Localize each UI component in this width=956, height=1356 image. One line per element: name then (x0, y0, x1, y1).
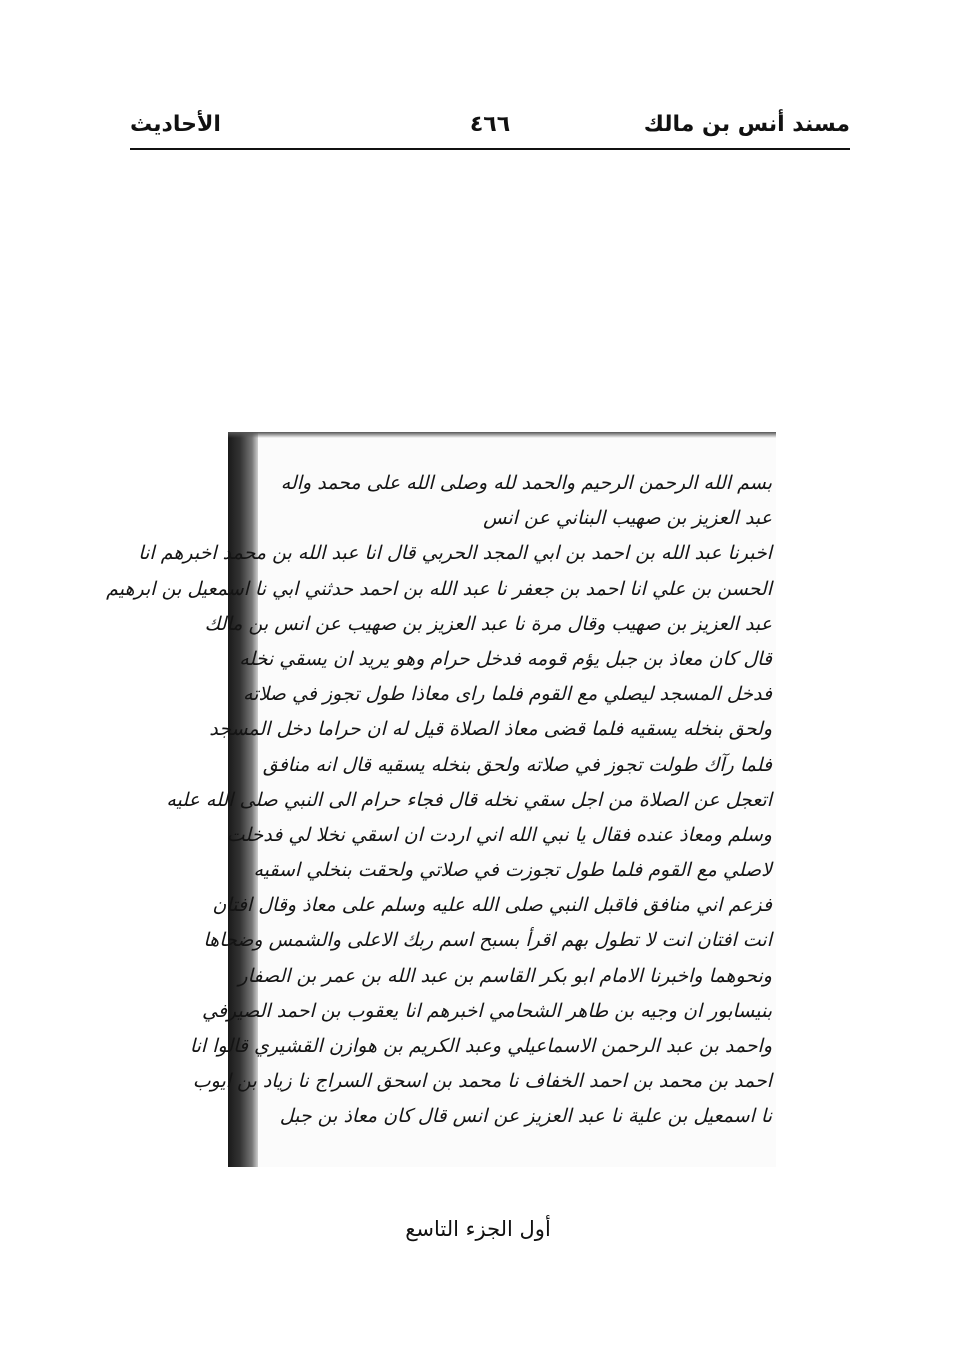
manuscript-image (106, 432, 776, 1167)
manuscript-line: وسلم ومعاذ عنده فقال يا نبي الله اني اردت ان اسقي نخلا لي فدخلت (226, 823, 772, 846)
manuscript-line: بسم الله الرحمن الرحيم والحمد لله وصلى الله على محمد واله (280, 472, 772, 494)
manuscript-line: فلما رآك طولت تجوز في صلاته ولحق بنخله يسقيه قال انه منافق (262, 753, 772, 776)
manuscript-line: ونحوهما واخبرنا الامام ابو بكر القاسم بن عبد الله بن عمر بن الصفار (238, 964, 772, 987)
manuscript-line: قال كان معاذ بن جبل يؤم قومه فدخل حرام وهو يريد ان يسقي نخله (239, 647, 772, 670)
manuscript-line: احمد بن محمد بن احمد الخفاف نا محمد بن اسحق السراج نا زياد بن ايوب (192, 1070, 772, 1093)
manuscript-line: الحسن بن علي انا احمد بن جعفر نا عبد الله بن احمد حدثني ابي نا اسمعيل بن ابرهيم (106, 577, 772, 600)
page-number: ٤٦٦ (469, 112, 511, 137)
manuscript-line: فدخل المسجد ليصلي مع القوم فلما راى معاذا طول تجوز في صلاته (242, 683, 772, 706)
manuscript-line: واحمد بن عبد الرحمن الاسماعيلي وعبد الكريم بن هوازن القشيري قالوا انا (189, 1035, 772, 1057)
manuscript-line: لاصلي مع القوم فلما طول تجوزت في صلاتي ولحقت بنخلي اسقيه (253, 859, 772, 882)
manuscript-text (106, 466, 772, 1135)
manuscript-line: نا اسمعيل بن علية نا عبد العزيز عن انس قال كان معاذ بن جبل (279, 1105, 772, 1128)
manuscript-line: عبد العزيز بن صهيب وقال مرة نا عبد العزيز بن صهيب عن انس بن مالك (204, 612, 772, 635)
manuscript-line: انت افتان انت لا تطول بهم اقرأ بسبح اسم ربك الاعلى والشمس وضحاها (203, 929, 772, 952)
header-section-title: الأحاديث (130, 112, 221, 137)
manuscript-line: بنيسابور ان وجيه بن طاهر الشحامي اخبرهم انا يعقوب بن احمد الصيرفي (202, 999, 772, 1022)
page-header (130, 112, 850, 150)
manuscript-line: اتعجل عن الصلاة من اجل سقي نخله قال فجاء حرام الى النبي صلى الله عليه (166, 788, 772, 811)
manuscript-line: فزعم اني منافق فاقبل النبي صلى الله عليه وسلم على معاذ وقال افتان (212, 894, 772, 917)
manuscript-line: ولحق بنخله يسقيه فلما قضى معاذ الصلاة قيل له ان حراما دخل المسجد (209, 718, 772, 741)
header-book-title: مسند أنس بن مالك (643, 112, 850, 137)
header-divider (130, 148, 850, 150)
manuscript-line: عبد العزيز بن صهيب البناني عن انس (483, 507, 772, 530)
footer-caption: أول الجزء التاسع (405, 1217, 551, 1241)
manuscript-top-edge (228, 432, 776, 438)
manuscript-line: اخبرنا عبد الله بن احمد بن ابي المجد الحربي قال انا عبد الله بن محمد اخبرهم انا (138, 542, 772, 565)
